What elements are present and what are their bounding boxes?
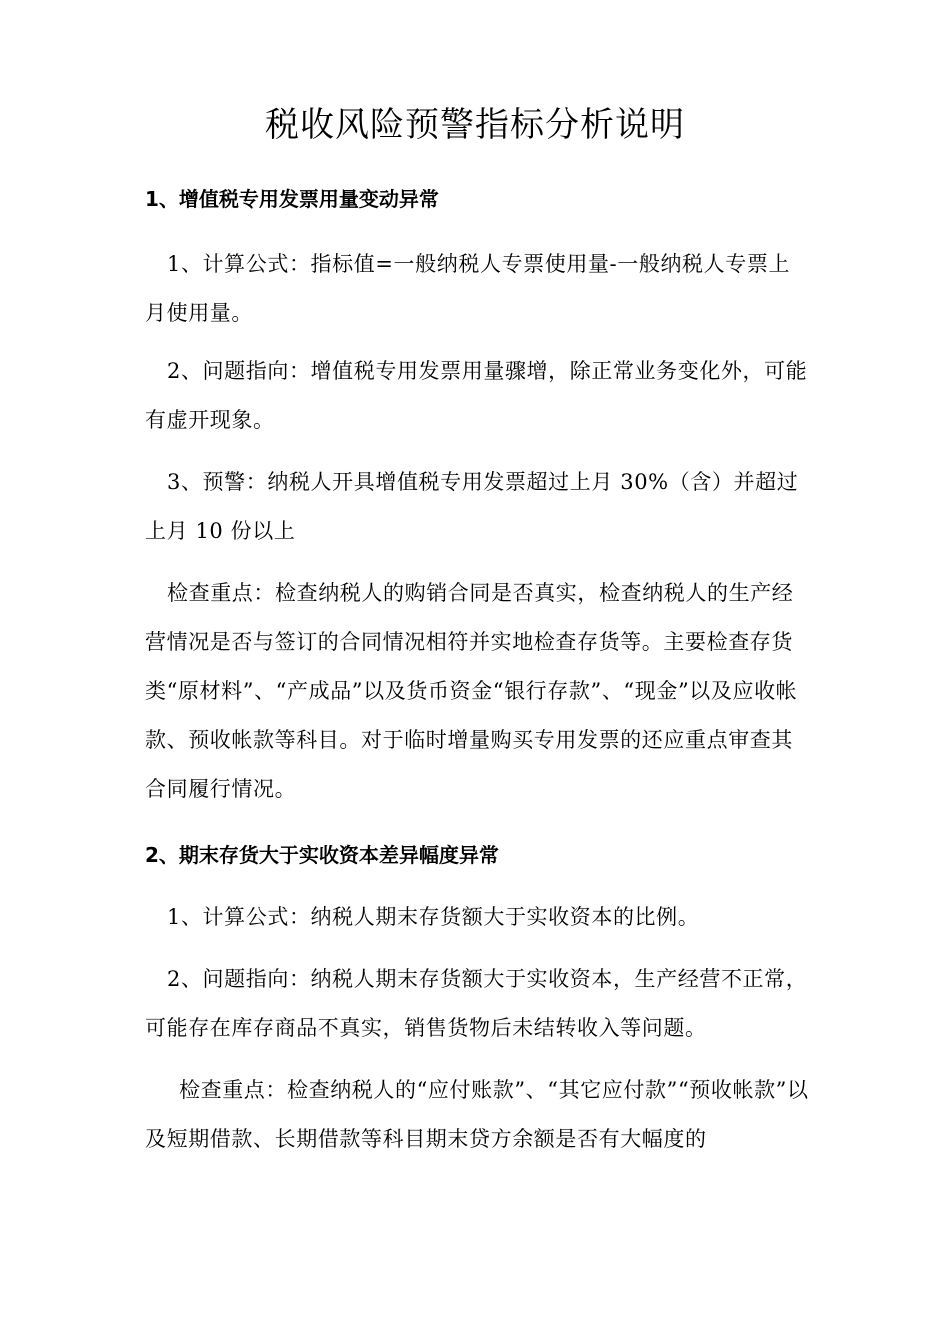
paragraph-warning-1: 3、预警：纳税人开具增值税专用发票超过上月 30%（含）并超过上月 10 份以上 — [145, 470, 799, 543]
paragraph-formula-1: 1、计算公式：指标值=一般纳税人专票使用量-一般纳税人专票上月使用量。 — [145, 252, 791, 325]
document-title: 税收风险预警指标分析说明 — [265, 105, 685, 145]
paragraph-formula-2: 1、计算公式：纳税人期末存货额大于实收资本的比例。 — [167, 905, 700, 929]
paragraph-issue-2: 2、问题指向：纳税人期末存货额大于实收资本，生产经营不正常，可能存在库存商品不真实，销售货物后未结转收入等问题。 — [145, 967, 808, 1040]
section-heading-2: 2、期末存货大于实收资本差异幅度异常 — [145, 843, 499, 867]
paragraph-issue-1: 2、问题指向：增值税专用发票用量骤增，除正常业务变化外，可能有虚开现象。 — [145, 359, 808, 432]
section-heading-1: 1、增值税专用发票用量变动异常 — [145, 187, 439, 211]
paragraph-inspection-1: 检查重点：检查纳税人的购销合同是否真实，检查纳税人的生产经营情况是否与签订的合同情况相符并实地检查存货等。主要检查存货类“原材料”、“产成品”以及货币资金“银行存款”、“现金”以及应收帐款、预收帐款等科目。对于临时增量购买专用发票的还应重点审查其合同履行情况。 — [145, 581, 798, 801]
paragraph-inspection-2: 检查重点：检查纳税人的“应付账款”、“其它应付款”“预收帐款”以及短期借款、长期借款等科目期末贷方余额是否有大幅度的 — [145, 1078, 809, 1151]
